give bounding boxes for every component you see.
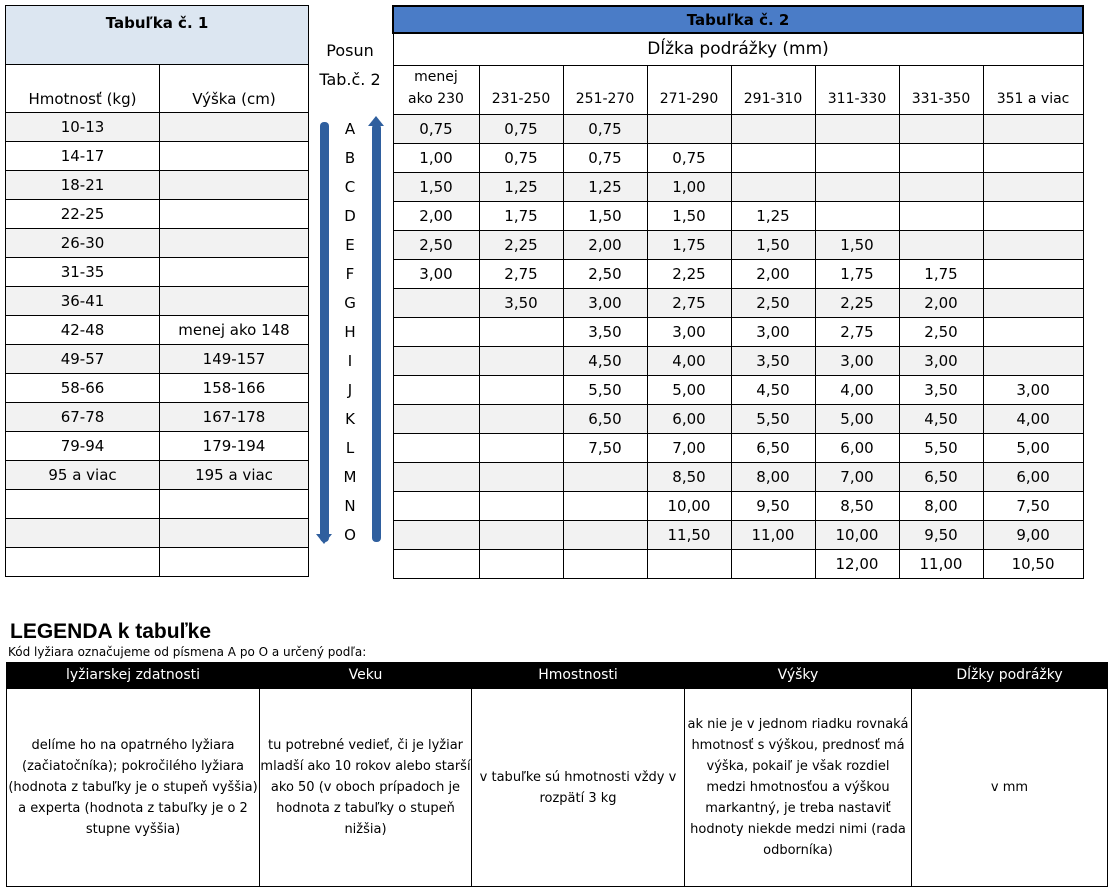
value-cell xyxy=(983,201,1083,230)
value-cell: 6,50 xyxy=(563,404,647,433)
table-row xyxy=(6,171,309,200)
value-cell: 7,50 xyxy=(983,491,1083,520)
table-row xyxy=(393,404,1083,433)
posun-letter: G xyxy=(344,294,356,312)
value-cell xyxy=(731,549,815,578)
table-row xyxy=(6,142,309,171)
value-cell xyxy=(899,230,983,259)
table-row xyxy=(393,230,1083,259)
value-cell: 1,25 xyxy=(479,172,563,201)
value-cell: 3,00 xyxy=(815,346,899,375)
value-cell: 1,25 xyxy=(563,172,647,201)
value-cell: 3,00 xyxy=(393,259,479,288)
posun-title-line2: Tab.č. 2 xyxy=(319,70,381,89)
value-cell xyxy=(815,143,899,172)
height-cell: 195 a viac xyxy=(160,461,309,490)
posun-title-line1: Posun xyxy=(326,41,374,60)
arrow-down-head-icon xyxy=(316,534,332,544)
value-cell: 0,75 xyxy=(563,114,647,143)
height-cell xyxy=(160,229,309,258)
posun-letter: I xyxy=(347,352,353,370)
posun-letter: D xyxy=(344,207,356,225)
table-row xyxy=(6,200,309,229)
height-cell: 149-157 xyxy=(160,345,309,374)
value-cell xyxy=(393,549,479,578)
value-cell: 1,75 xyxy=(815,259,899,288)
posun-letter: H xyxy=(344,323,356,341)
value-cell: 1,75 xyxy=(899,259,983,288)
value-cell: 2,50 xyxy=(563,259,647,288)
table-row xyxy=(393,520,1083,549)
value-cell: 8,00 xyxy=(899,491,983,520)
column-header-weight: Hmotnosť (kg) xyxy=(6,65,160,113)
value-cell: 2,75 xyxy=(647,288,731,317)
table-row xyxy=(393,172,1083,201)
value-cell: 12,00 xyxy=(815,549,899,578)
value-cell: 3,00 xyxy=(647,317,731,346)
weight-cell: 14-17 xyxy=(6,142,160,171)
value-cell xyxy=(983,114,1083,143)
legend-cell-height: ak nie je v jednom riadku rovnaká hmotnosť s výškou, prednosť má výška, pokaiľ je však rozdiel medzi hmotnosťou a výškou markantný, je treba nastaviť hodnoty niekde medzi nimi (rada odborníka) xyxy=(685,689,912,887)
height-cell xyxy=(160,113,309,142)
value-cell: 6,00 xyxy=(647,404,731,433)
value-cell: 3,00 xyxy=(899,346,983,375)
value-cell: 3,50 xyxy=(899,375,983,404)
legend-cell-age: tu potrebné vedieť, či je lyžiar mladší ako 10 rokov alebo starší ako 50 (v oboch prípadoch je hodnota z tabuľky o stupeň nižšia) xyxy=(260,689,472,887)
value-cell: 1,50 xyxy=(393,172,479,201)
height-cell xyxy=(160,519,309,548)
column-header-sole-length: 231-250 xyxy=(479,65,563,114)
height-cell: 167-178 xyxy=(160,403,309,432)
legend-header-sole-length: Dĺžky podrážky xyxy=(912,663,1108,689)
value-cell xyxy=(983,317,1083,346)
value-cell xyxy=(393,346,479,375)
posun-letter: M xyxy=(343,468,357,486)
table-row xyxy=(6,258,309,287)
value-cell xyxy=(563,462,647,491)
value-cell xyxy=(393,433,479,462)
value-cell: 10,00 xyxy=(815,520,899,549)
value-cell: 9,50 xyxy=(731,491,815,520)
value-cell xyxy=(479,549,563,578)
posun-letter: N xyxy=(344,497,356,515)
value-cell: 7,00 xyxy=(815,462,899,491)
posun-letter: C xyxy=(344,178,356,196)
table-row xyxy=(6,113,309,142)
weight-cell xyxy=(6,490,160,519)
value-cell: 3,00 xyxy=(731,317,815,346)
value-cell: 10,00 xyxy=(647,491,731,520)
posun-letter: K xyxy=(345,410,355,428)
legend-cell-weight: v tabuľke sú hmotnosti vždy v rozpätí 3 kg xyxy=(472,689,685,887)
table-row xyxy=(393,375,1083,404)
value-cell: 7,50 xyxy=(563,433,647,462)
value-cell xyxy=(563,549,647,578)
column-header-sole-length: 251-270 xyxy=(563,65,647,114)
value-cell xyxy=(479,520,563,549)
posun-letter: E xyxy=(345,236,355,254)
value-cell: 5,50 xyxy=(563,375,647,404)
legend-table xyxy=(6,662,1108,887)
legend-header-age: Veku xyxy=(260,663,472,689)
posun-letter: O xyxy=(344,526,356,544)
value-cell xyxy=(563,491,647,520)
table-row xyxy=(6,519,309,548)
value-cell: 1,50 xyxy=(815,230,899,259)
value-cell: 2,25 xyxy=(479,230,563,259)
value-cell: 2,75 xyxy=(815,317,899,346)
value-cell: 0,75 xyxy=(393,114,479,143)
value-cell: 10,50 xyxy=(983,549,1083,578)
legend-subtitle: Kód lyžiara označujeme od písmena A po O a určený podľa: xyxy=(8,645,367,659)
height-cell: 158-166 xyxy=(160,374,309,403)
value-cell xyxy=(393,317,479,346)
value-cell: 11,00 xyxy=(899,549,983,578)
value-cell xyxy=(479,375,563,404)
height-cell: menej ako 148 xyxy=(160,316,309,345)
posun-letter: F xyxy=(345,265,355,283)
value-cell: 1,75 xyxy=(647,230,731,259)
value-cell: 2,00 xyxy=(393,201,479,230)
arrow-up-icon xyxy=(372,124,381,542)
height-cell xyxy=(160,142,309,171)
column-header-sole-length: 351 a viac xyxy=(983,65,1083,114)
value-cell: 2,25 xyxy=(647,259,731,288)
table-row xyxy=(393,288,1083,317)
value-cell: 2,00 xyxy=(899,288,983,317)
value-cell xyxy=(983,143,1083,172)
value-cell: 5,00 xyxy=(983,433,1083,462)
table-row xyxy=(6,345,309,374)
weight-cell xyxy=(6,548,160,577)
value-cell xyxy=(393,375,479,404)
posun-letter: B xyxy=(344,149,356,167)
value-cell: 1,50 xyxy=(647,201,731,230)
legend-header-weight: Hmostnosti xyxy=(472,663,685,689)
value-cell: 4,00 xyxy=(983,404,1083,433)
table-row xyxy=(393,549,1083,578)
value-cell: 2,75 xyxy=(479,259,563,288)
value-cell: 1,50 xyxy=(731,230,815,259)
value-cell xyxy=(393,491,479,520)
value-cell xyxy=(479,404,563,433)
value-cell: 4,50 xyxy=(731,375,815,404)
value-cell: 2,50 xyxy=(899,317,983,346)
column-header-sole-length: 271-290 xyxy=(647,65,731,114)
column-header-sole-length: menej ako 230 xyxy=(393,65,479,114)
value-cell xyxy=(983,346,1083,375)
table-1 xyxy=(5,5,309,577)
value-cell: 3,50 xyxy=(479,288,563,317)
table-row xyxy=(393,201,1083,230)
value-cell: 9,50 xyxy=(899,520,983,549)
value-cell: 6,50 xyxy=(731,433,815,462)
value-cell: 4,00 xyxy=(647,346,731,375)
value-cell xyxy=(983,172,1083,201)
value-cell xyxy=(393,404,479,433)
table-row xyxy=(6,229,309,258)
value-cell: 6,00 xyxy=(815,433,899,462)
legend-cell-sole-length: v mm xyxy=(912,689,1108,887)
posun-header xyxy=(310,36,390,94)
value-cell xyxy=(479,462,563,491)
value-cell xyxy=(983,288,1083,317)
weight-cell: 18-21 xyxy=(6,171,160,200)
value-cell: 9,00 xyxy=(983,520,1083,549)
value-cell xyxy=(983,259,1083,288)
value-cell: 11,00 xyxy=(731,520,815,549)
column-header-sole-length: 291-310 xyxy=(731,65,815,114)
value-cell xyxy=(479,317,563,346)
value-cell xyxy=(479,433,563,462)
table-1-title: Tabuľka č. 1 xyxy=(6,6,309,65)
value-cell: 4,50 xyxy=(563,346,647,375)
weight-cell: 26-30 xyxy=(6,229,160,258)
column-header-sole-length: 331-350 xyxy=(899,65,983,114)
height-cell xyxy=(160,171,309,200)
table-row xyxy=(393,346,1083,375)
table-row xyxy=(6,490,309,519)
value-cell xyxy=(479,491,563,520)
value-cell: 0,75 xyxy=(479,143,563,172)
value-cell xyxy=(983,230,1083,259)
legend-header-height: Výšky xyxy=(685,663,912,689)
value-cell xyxy=(731,172,815,201)
weight-cell: 42-48 xyxy=(6,316,160,345)
weight-cell: 79-94 xyxy=(6,432,160,461)
legend-header-skill: lyžiarskej zdatnosti xyxy=(7,663,260,689)
value-cell xyxy=(393,462,479,491)
value-cell: 6,50 xyxy=(899,462,983,491)
posun-letter: A xyxy=(344,120,356,138)
value-cell: 1,00 xyxy=(647,172,731,201)
weight-cell: 67-78 xyxy=(6,403,160,432)
table-row xyxy=(393,114,1083,143)
value-cell: 7,00 xyxy=(647,433,731,462)
value-cell: 3,00 xyxy=(983,375,1083,404)
height-cell xyxy=(160,258,309,287)
value-cell: 5,50 xyxy=(899,433,983,462)
value-cell: 5,00 xyxy=(647,375,731,404)
value-cell xyxy=(647,549,731,578)
table-row xyxy=(6,374,309,403)
value-cell: 1,00 xyxy=(393,143,479,172)
value-cell: 4,00 xyxy=(815,375,899,404)
height-cell xyxy=(160,490,309,519)
legend-title: LEGENDA k tabuľke xyxy=(10,620,212,643)
table-row xyxy=(393,462,1083,491)
value-cell xyxy=(393,520,479,549)
value-cell xyxy=(815,172,899,201)
value-cell: 8,50 xyxy=(647,462,731,491)
posun-letter: L xyxy=(345,439,355,457)
arrow-down-icon xyxy=(320,122,329,542)
table-row xyxy=(393,143,1083,172)
value-cell: 2,50 xyxy=(393,230,479,259)
value-cell xyxy=(815,114,899,143)
value-cell: 0,75 xyxy=(647,143,731,172)
value-cell xyxy=(731,143,815,172)
arrow-up-head-icon xyxy=(368,116,384,126)
weight-cell: 22-25 xyxy=(6,200,160,229)
table-row xyxy=(6,287,309,316)
table-row xyxy=(393,259,1083,288)
table-row xyxy=(6,432,309,461)
column-header-sole-length: 311-330 xyxy=(815,65,899,114)
height-cell xyxy=(160,287,309,316)
value-cell: 6,00 xyxy=(983,462,1083,491)
height-cell xyxy=(160,548,309,577)
table-2 xyxy=(392,5,1084,579)
value-cell xyxy=(647,114,731,143)
value-cell xyxy=(479,346,563,375)
posun-letter: J xyxy=(347,381,353,399)
legend-cell-skill: delíme ho na opatrného lyžiara (začiatočníka); pokročilého lyžiara (hodnota z tabuľky je o stupeň vyššia) a experta (hodnota z tabuľky je o 2 stupne vyššia) xyxy=(7,689,260,887)
weight-cell xyxy=(6,519,160,548)
value-cell: 2,25 xyxy=(815,288,899,317)
value-cell: 8,00 xyxy=(731,462,815,491)
height-cell xyxy=(160,200,309,229)
value-cell xyxy=(393,288,479,317)
value-cell xyxy=(899,114,983,143)
height-cell: 179-194 xyxy=(160,432,309,461)
column-header-height: Výška (cm) xyxy=(160,65,309,113)
table-row xyxy=(6,548,309,577)
value-cell: 11,50 xyxy=(647,520,731,549)
table-row xyxy=(6,316,309,345)
weight-cell: 10-13 xyxy=(6,113,160,142)
table-row xyxy=(393,433,1083,462)
weight-cell: 58-66 xyxy=(6,374,160,403)
value-cell: 2,00 xyxy=(563,230,647,259)
value-cell xyxy=(563,520,647,549)
value-cell: 5,50 xyxy=(731,404,815,433)
table-row xyxy=(393,317,1083,346)
value-cell xyxy=(899,201,983,230)
value-cell: 4,50 xyxy=(899,404,983,433)
table-2-title: Tabuľka č. 2 xyxy=(393,6,1083,33)
value-cell: 0,75 xyxy=(563,143,647,172)
value-cell: 1,50 xyxy=(563,201,647,230)
value-cell: 3,50 xyxy=(731,346,815,375)
value-cell: 0,75 xyxy=(479,114,563,143)
weight-cell: 49-57 xyxy=(6,345,160,374)
value-cell xyxy=(731,114,815,143)
value-cell: 3,50 xyxy=(563,317,647,346)
table-row xyxy=(6,461,309,490)
value-cell xyxy=(899,143,983,172)
value-cell: 8,50 xyxy=(815,491,899,520)
value-cell xyxy=(899,172,983,201)
weight-cell: 36-41 xyxy=(6,287,160,316)
value-cell: 5,00 xyxy=(815,404,899,433)
value-cell: 3,00 xyxy=(563,288,647,317)
value-cell: 2,50 xyxy=(731,288,815,317)
weight-cell: 95 a viac xyxy=(6,461,160,490)
table-2-subtitle: Dĺžka podrážky (mm) xyxy=(393,33,1083,65)
value-cell: 1,75 xyxy=(479,201,563,230)
value-cell: 2,00 xyxy=(731,259,815,288)
weight-cell: 31-35 xyxy=(6,258,160,287)
table-row xyxy=(6,403,309,432)
value-cell xyxy=(815,201,899,230)
table-row xyxy=(393,491,1083,520)
value-cell: 1,25 xyxy=(731,201,815,230)
